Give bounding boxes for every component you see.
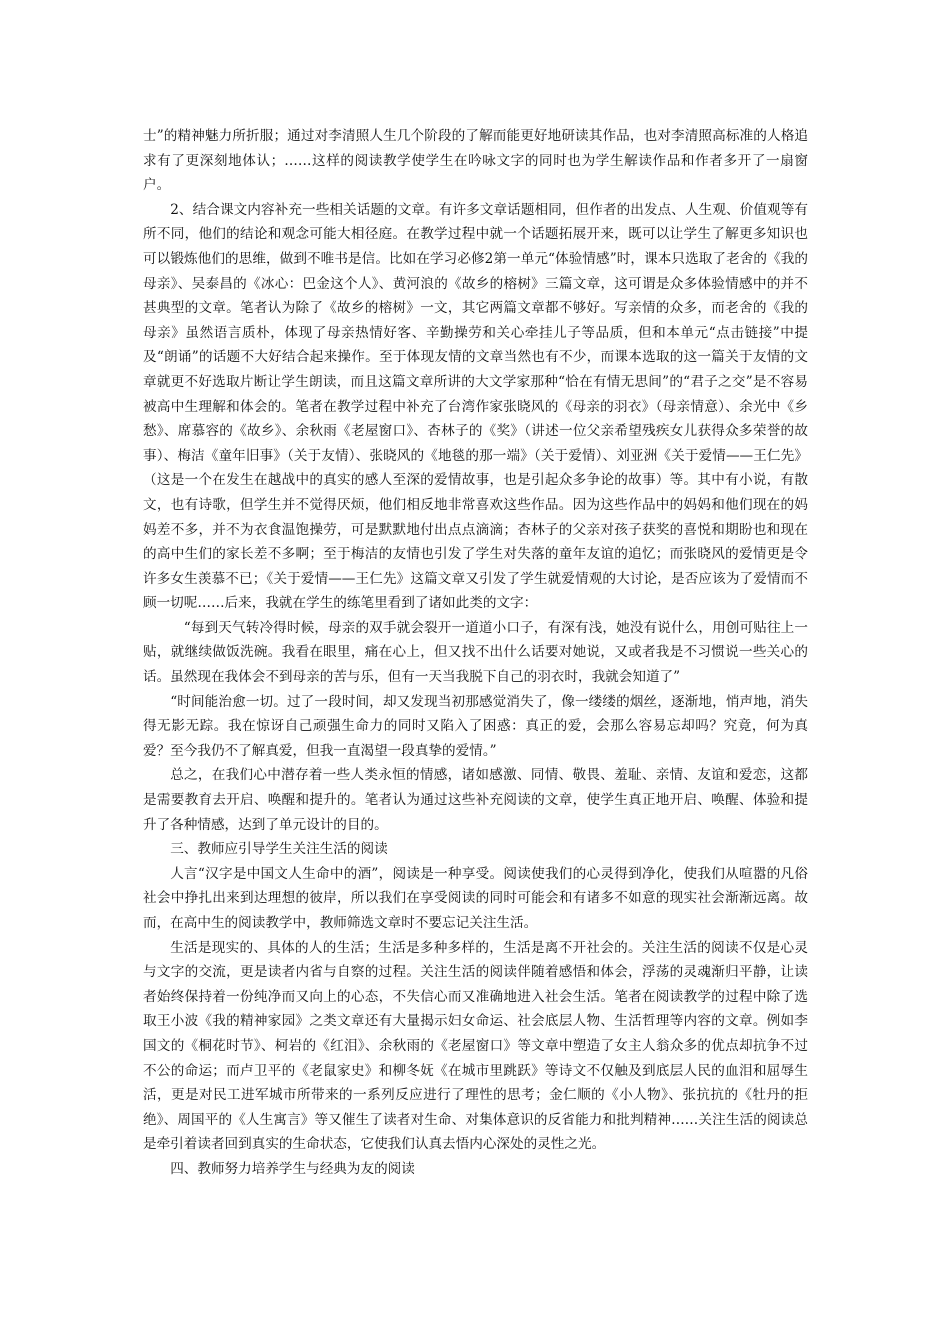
section-heading-3: 三、教师应引导学生关注生活的阅读	[170, 841, 388, 858]
paragraph-reading-life-body: 生活是现实的、具体的人的生活；生活是多种多样的，生活是离不开社会的。关注生活的阅读不仅是心灵与文字的交流，更是读者内省与自察的过程。关注生活的阅读伴随着感悟和体会，浮荡的灵魂渐归平静，让读者始终保持着一份纯净而又向上的心态，不失信心而又准确地进入社会生活。笔者在阅读教学的过程中除了选取王小波《我的精神家园》之类文章还有大量揭示妇女命运、社会底层人物、生活哲理等内容的文章。例如李国文的《桐花时节》、柯岩的《红泪》、余秋雨的《老屋窗口》等文章中塑造了女主人翁众多的优点却抗争不过不公的命运；而卢卫平的《老鼠家史》和柳冬妩《在城市里跳跃》等诗文不仅触及到底层人民的血泪和屈辱生活，更是对民工进军城市所带来的一系列反应进行了理性的思考；金仁顺的《小人物》、张抗抗的《牡丹的拒绝》、周国平的《人生寓言》等又催生了读者对生命、对集体意识的反省能力和批判精神……关注生活的阅读总是牵引着读者回到真实的生命状态，它使我们认真去悟内心深处的灵性之光。	[143, 939, 808, 1153]
paragraph-conclusion: 总之，在我们心中潜存着一些人类永恒的情感，诸如感激、同情、敬畏、羞耻、亲情、友谊和爱恋，这都是需要教育去开启、唤醒和提升的。笔者认为通过这些补充阅读的文章，使学生真正地开启、唤醒、体验和提升了各种情感，达到了单元设计的目的。	[143, 767, 808, 833]
paragraph-reading-life-intro: 人言“汉字是中国文人生命中的酒”，阅读是一种享受。阅读使我们的心灵得到净化，使我们从喧嚣的凡俗社会中挣扎出来到达理想的彼岸，所以我们在享受阅读的同时可能会和有诸多不如意的现实社会渐渐远离。故而，在高中生的阅读教学中，教师筛选文章时不要忘记关注生活。	[143, 865, 808, 931]
paragraph-supplementary-reading: 2、结合课文内容补充一些相关话题的文章。有许多文章话题相同，但作者的出发点、人生观、价值观等有所不同，他们的结论和观念可能大相径庭。在教学过程中就一个话题拓展开来，既可以让学生了解更多知识也可以锻炼他们的思维，做到不唯书是信。比如在学习必修2第一单元“体验情感”时，课本只选取了老舍的《我的母亲》、吴泰昌的《冰心：巴金这个人》、黄河浪的《故乡的榕树》三篇文章，这可谓是众多体验情感中的并不甚典型的文章。笔者认为除了《故乡的榕树》一文，其它两篇文章都不够好。写亲情的众多，而老舍的《我的母亲》虽然语言质朴，体现了母亲热情好客、辛勤操劳和关心牵挂儿子等品质，但和本单元“点击链接”中提及“朗诵”的话题不大好结合起来操作。至于体现友情的文章当然也有不少，而课本选取的这一篇关于友情的文章就更不好选取片断让学生朗读，而且这篇文章所讲的大文学家那种“恰在有情无思间”的“君子之交”是不容易被高中生理解和体会的。笔者在教学过程中补充了台湾作家张晓风的《母亲的羽衣》（母亲情意）、余光中《乡愁》、席慕容的《故乡》、余秋雨《老屋窗口》、杏林子的《奖》（讲述一位父亲希望残疾女儿获得众多荣誉的故事）、梅洁《童年旧事》（关于友情）、张晓风的《地毯的那一端》（关于爱情）、刘亚洲《关于爱情——王仁先》（这是一个在发生在越战中的真实的感人至深的爱情故事，也是引起众多争论的故事）等。其中有小说，有散文，也有诗歌，但学生并不觉得厌烦，他们相反地非常喜欢这些作品。因为这些作品中的妈妈和他们现在的妈妈差不多，并不为衣食温饱操劳，可是默默地付出点点滴滴；杏林子的父亲对孩子获奖的喜悦和期盼也和现在的高中生们的家长差不多啊；至于梅洁的友情也引发了学生对失落的童年友谊的追忆；而张晓风的爱情更是令许多女生羡慕不已；《关于爱情——王仁先》这篇文章又引发了学生就爱情观的大讨论，是否应该为了爱情而不顾一切呢……后来，我就在学生的练笔里看到了诸如此类的文字：	[143, 201, 808, 612]
paragraph-continuation: 士”的精神魅力所折服；通过对李清照人生几个阶段的了解而能更好地研读其作品，也对李清照高标准的人格追求有了更深刻地体认；……这样的阅读教学使学生在吟咏文字的同时也为学生解读作品和作者多开了一扇窗户。	[143, 128, 808, 194]
paragraph-student-quote-mother: “每到天气转冷得时候，母亲的双手就会裂开一道道小口子，有深有浅，她没有说什么，用创可贴往上一贴，就继续做饭洗碗。我看在眼里，痛在心上，但又找不出什么话要对她说，又或者我是不习惯说一些关心的话。虽然现在我体会不到母亲的苦与乐，但有一天当我脱下自己的羽衣时，我就会知道了”	[143, 619, 808, 686]
paragraph-student-quote-love: “时间能治愈一切。过了一段时间，却又发现当初那感觉消失了，像一缕缕的烟丝，逐渐地，悄声地，消失得无影无踪。我在惊讶自己顽强生命力的同时又陷入了困惑：真正的爱，会那么容易忘却吗？究竟，何为真爱？至今我仍不了解真爱，但我一直渴望一段真挚的爱情。”	[143, 693, 808, 759]
document-page	[143, 124, 808, 1182]
section-heading-4: 四、教师努力培养学生与经典为友的阅读	[170, 1160, 415, 1177]
